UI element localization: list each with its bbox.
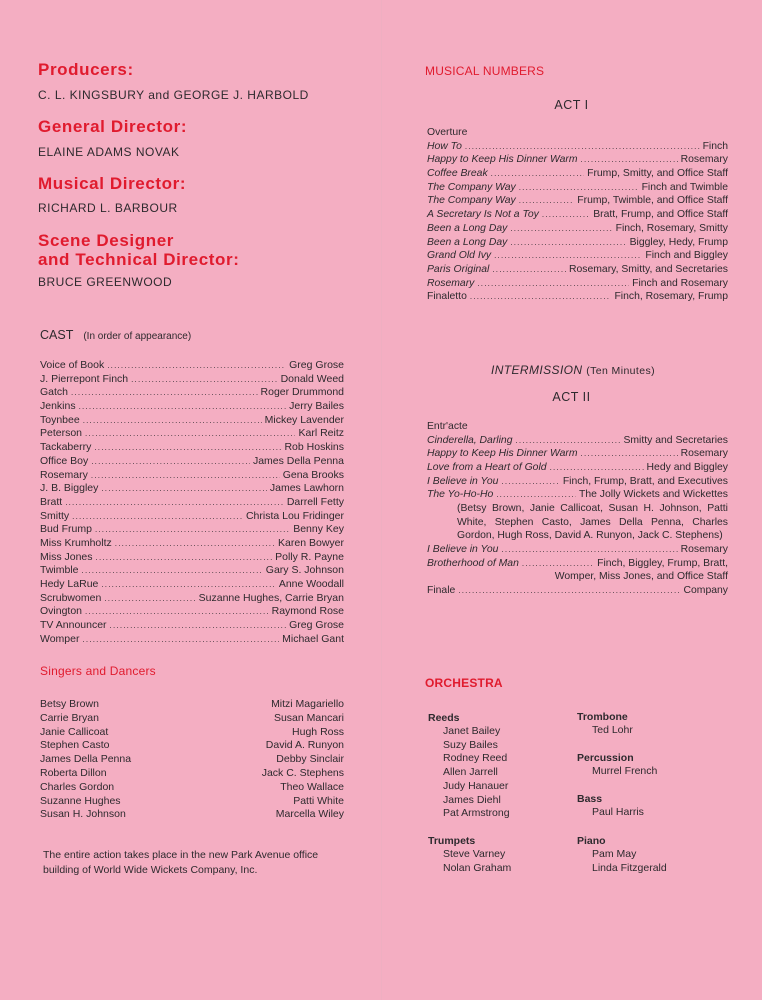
list-item: Nolan Graham (443, 861, 512, 874)
number-row: A Secretary Is Not a Toy ..... Bratt, Frump, and Office Staff (427, 208, 728, 222)
right-panel (381, 0, 762, 1000)
list-item: Murrel French (592, 765, 658, 777)
trombone-section (577, 710, 633, 738)
cast-row: Miss Jones ..... Polly R. Payne (40, 551, 344, 565)
list-item: Hugh Ross (292, 725, 344, 738)
list-item: Susan Mancari (273, 711, 344, 724)
scene-designer-heading-1: Scene Designer (38, 231, 174, 250)
general-director-name: ELAINE ADAMS NOVAK (38, 145, 180, 159)
list-item: David A. Runyon (265, 739, 344, 752)
scene-designer-heading-2: and Technical Director: (38, 250, 240, 269)
list-item: Linda Fitzgerald (592, 861, 667, 874)
number-row: The Company Way ..... Frump, Twimble, and Office Staff (427, 194, 728, 208)
intermission-label: INTERMISSION (491, 363, 583, 377)
list-item: Susan H. Johnson (40, 808, 126, 821)
cast-row: Smitty ..... Christa Lou Fridinger (40, 510, 344, 524)
cast-row: J. B. Biggley ..... James Lawhorn (40, 482, 344, 496)
list-item: Janet Bailey (443, 725, 501, 737)
number-row: Love from a Heart of Gold ..... Hedy and Biggley (427, 461, 728, 475)
cast-row: Jenkins ..... Jerry Bailes (40, 400, 344, 414)
list-item: Charles Gordon (40, 780, 115, 793)
list-item: Allen Jarrell (443, 766, 498, 779)
number-row: Entr'acte (427, 421, 468, 432)
number-row: Finale ..... Company (427, 584, 728, 598)
trumpets-label: Trumpets (428, 835, 476, 847)
number-row: Happy to Keep His Dinner Warm ..... Rosemary (427, 447, 728, 461)
musical-numbers-heading: MUSICAL NUMBERS (425, 64, 545, 78)
cast-row: Scrubwomen ..... Suzanne Hughes, Carrie Bryan (40, 592, 344, 606)
list-item: Suzanne Hughes (40, 794, 121, 807)
number-row: Overture (427, 127, 468, 138)
list-item: Janie Callicoat (40, 725, 109, 738)
orchestra-heading: ORCHESTRA (425, 676, 503, 690)
act-2-numbers (427, 420, 728, 598)
singers-dancers-heading: Singers and Dancers (40, 664, 156, 678)
list-item: Paul Harris (592, 806, 644, 818)
list-item: Ted Lohr (592, 724, 633, 736)
cast-list (40, 359, 344, 646)
yoho-performers: (Betsy Brown, Janie Callicoat, Susan H. Johnson, Patti White, Stephen Casto, James Della Penna, Charles Gordon, Hugh Ross, David A. Runyon, Jack C. Stephens) (457, 503, 728, 542)
cast-row: Hedy LaRue ..... Anne Woodall (40, 578, 344, 592)
list-item: Roberta Dillon (40, 766, 107, 779)
number-row: Paris Original ..... Rosemary, Smitty, and Secretaries (427, 263, 728, 277)
cast-title: CAST (40, 328, 74, 342)
number-row: I Believe in You ..... Finch, Frump, Bratt, and Executives (427, 475, 728, 489)
percussion-label: Percussion (577, 752, 634, 764)
piano-label: Piano (577, 835, 606, 847)
cast-row: Ovington ..... Raymond Rose (40, 605, 344, 619)
reeds-label: Reeds (428, 712, 460, 724)
number-row: Been a Long Day ..... Finch, Rosemary, Smitty (427, 222, 728, 236)
bass-section (577, 792, 644, 820)
list-item: James Diehl (443, 793, 501, 806)
number-row: Finaletto ..... Finch, Rosemary, Frump (427, 290, 728, 304)
cast-subtitle: (In order of appearance) (83, 331, 192, 342)
number-row: Happy to Keep His Dinner Warm ..... Rosemary (427, 153, 728, 167)
reeds-section (428, 711, 510, 821)
piano-section (577, 834, 667, 875)
number-row: Rosemary ..... Finch and Rosemary (427, 277, 728, 291)
musical-director-heading: Musical Director: (38, 174, 187, 193)
bass-label: Bass (577, 793, 603, 805)
list-item: James Della Penna (40, 753, 132, 766)
cast-row: Tackaberry ..... Rob Hoskins (40, 441, 344, 455)
list-item: Theo Wallace (280, 780, 344, 793)
number-row: Brotherhood of Man ..... Finch, Biggley, Frump, Bratt, (427, 557, 728, 571)
singers-dancers-right (240, 698, 344, 822)
brotherhood-continued: Womper, Miss Jones, and Office Staff (554, 571, 728, 583)
number-row: Been a Long Day ..... Biggley, Hedy, Frump (427, 236, 728, 250)
cast-row: Bratt ..... Darrell Fetty (40, 496, 344, 510)
cast-row: Miss Krumholtz ..... Karen Bowyer (40, 537, 344, 551)
cast-row: Peterson ..... Karl Reitz (40, 427, 344, 441)
cast-row: Voice of Book ..... Greg Grose (40, 359, 344, 373)
list-item: Stephen Casto (40, 739, 110, 752)
number-row: I Believe in You ..... Rosemary (427, 543, 728, 557)
cast-row: Womper ..... Michael Gant (40, 633, 344, 647)
percussion-section (577, 751, 657, 779)
list-item: Jack C. Stephens (261, 766, 344, 779)
list-item: Debby Sinclair (276, 753, 344, 766)
producers-names: C. L. KINGSBURY and GEORGE J. HARBOLD (38, 88, 309, 102)
list-item: Steve Varney (443, 848, 506, 860)
intermission-line (491, 363, 655, 377)
act-2-title: ACT II (552, 390, 591, 404)
number-row: The Company Way ..... Finch and Twimble (427, 181, 728, 195)
list-item: Mitzi Magariello (271, 698, 344, 710)
cast-row: Gatch ..... Roger Drummond (40, 386, 344, 400)
number-row: Coffee Break ..... Frump, Smitty, and Office Staff (427, 167, 728, 181)
producers-heading: Producers: (38, 60, 134, 79)
list-item: Pam May (592, 848, 637, 860)
cast-row: Bud Frump ..... Benny Key (40, 523, 344, 537)
cast-row: Rosemary ..... Gena Brooks (40, 469, 344, 483)
list-item: Patti White (293, 794, 344, 807)
singers-dancers-left (40, 698, 131, 822)
number-row: The Yo-Ho-Ho ..... The Jolly Wickets and Wickettes (427, 488, 728, 502)
list-item: Carrie Bryan (40, 711, 99, 724)
list-item: Marcella Wiley (275, 808, 344, 821)
number-row: Cinderella, Darling ..... Smitty and Secretaries (427, 434, 728, 448)
number-row: How To ..... Finch (427, 140, 728, 154)
cast-row: Twimble ..... Gary S. Johnson (40, 564, 344, 578)
scene-designer-name: BRUCE GREENWOOD (38, 275, 173, 289)
trumpets-section (428, 834, 511, 875)
cast-row: Office Boy ..... James Della Penna (40, 455, 344, 469)
general-director-heading: General Director: (38, 117, 188, 136)
list-item: Judy Hanauer (443, 779, 509, 792)
list-item: Suzy Bailes (443, 738, 498, 751)
musical-director-name: RICHARD L. BARBOUR (38, 201, 178, 215)
cast-row: J. Pierrepont Finch ..... Donald Weed (40, 373, 344, 387)
act-1-numbers (427, 126, 728, 304)
cast-row: Toynbee ..... Mickey Lavender (40, 414, 344, 428)
act-1-title: ACT I (554, 98, 589, 112)
setting-note: The entire action takes place in the new Park Avenue office building of World Wide Wickets Company, Inc. (43, 849, 319, 876)
list-item: Rodney Reed (443, 752, 508, 765)
cast-row: TV Announcer ..... Greg Grose (40, 619, 344, 633)
list-item: Pat Armstrong (443, 807, 510, 820)
number-row: Grand Old Ivy ..... Finch and Biggley (427, 249, 728, 263)
trombone-label: Trombone (577, 711, 628, 723)
cast-heading (40, 328, 191, 342)
intermission-note: (Ten Minutes) (586, 365, 656, 377)
list-item: Betsy Brown (40, 698, 99, 710)
